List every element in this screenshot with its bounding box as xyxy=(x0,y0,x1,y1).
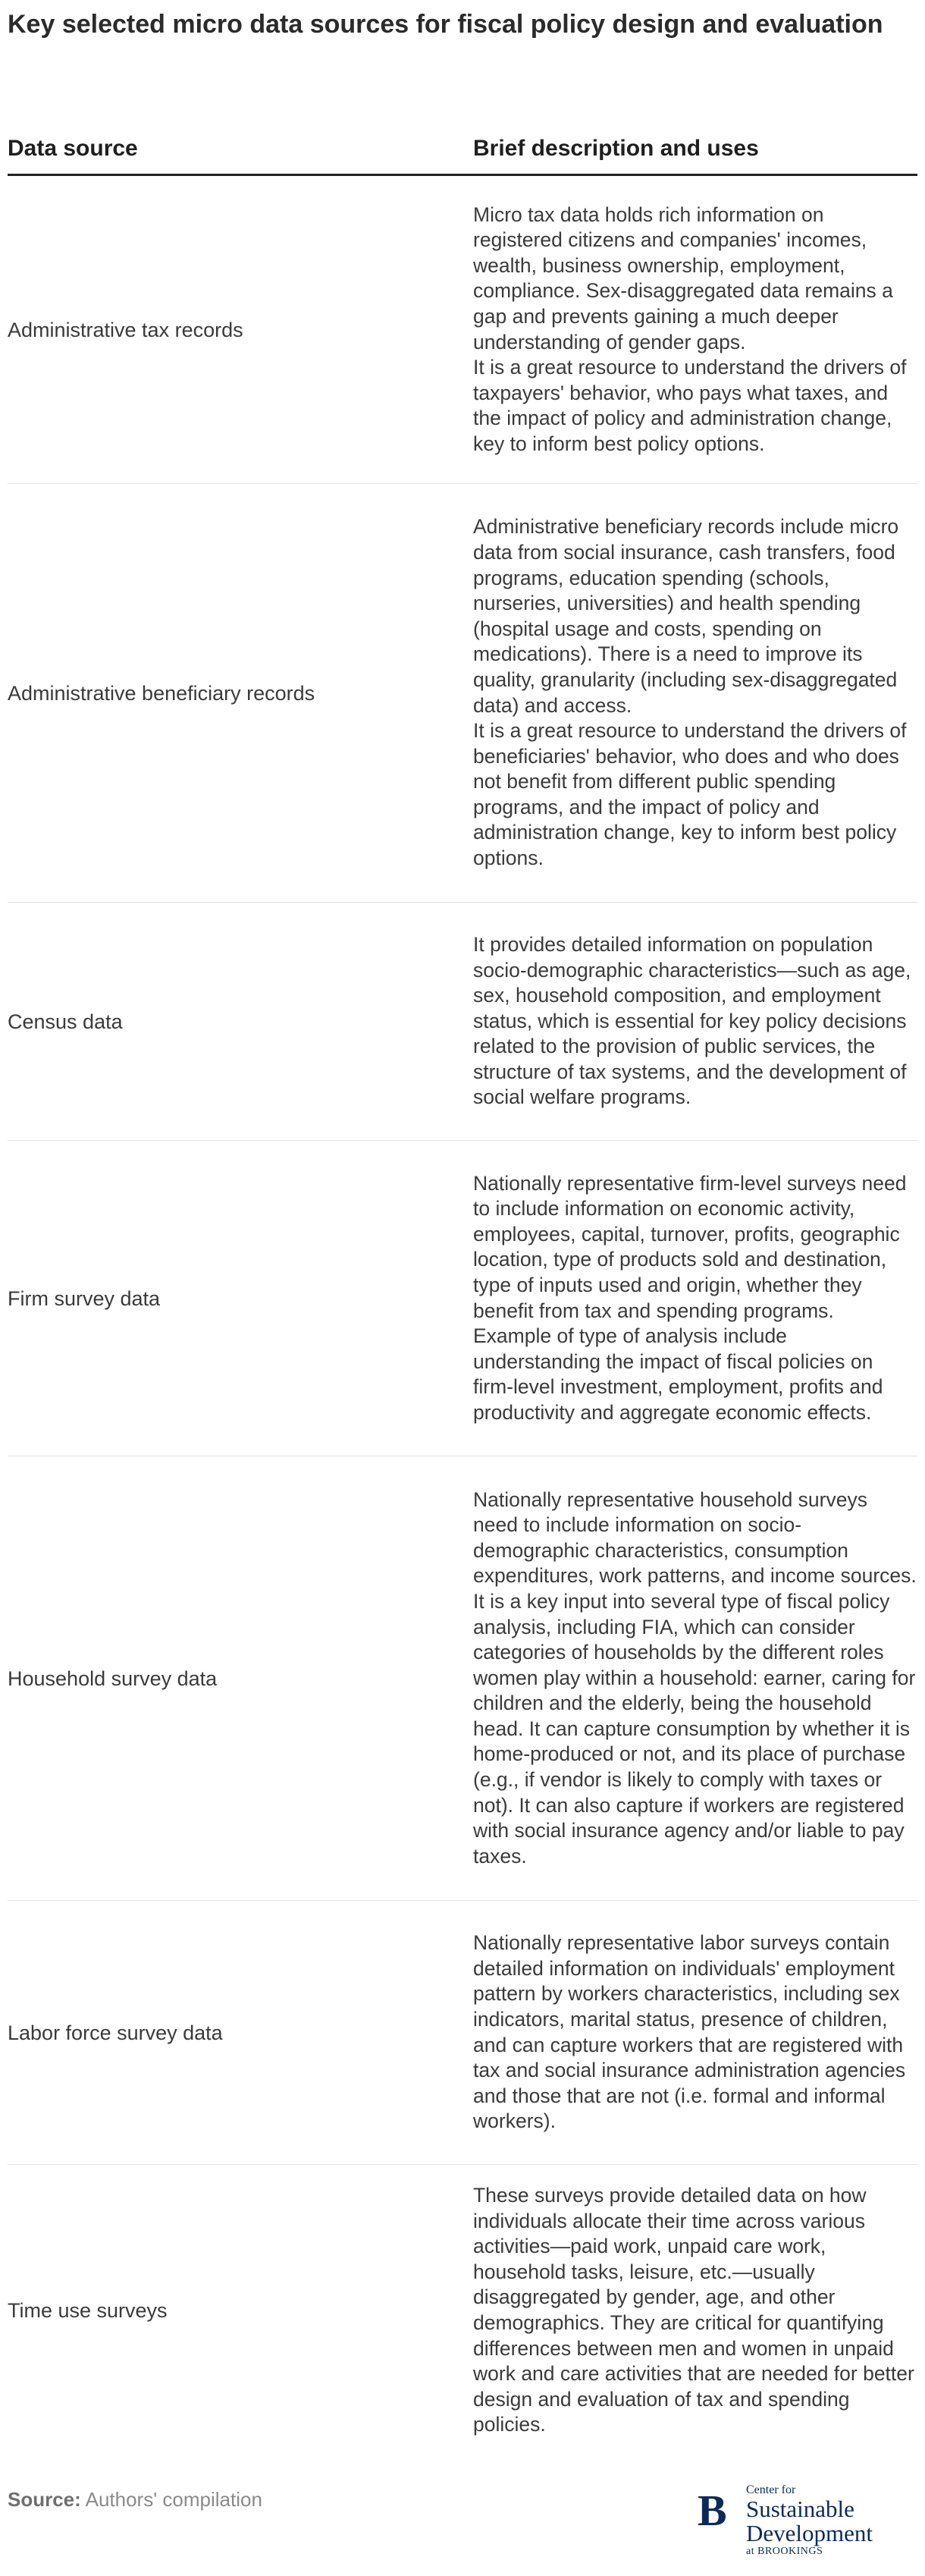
logo-text xyxy=(746,2483,873,2558)
row-source: Census data xyxy=(8,1010,123,1033)
table-row xyxy=(8,903,917,1141)
table-header xyxy=(8,130,917,176)
footer xyxy=(8,2465,917,2571)
row-source: Administrative beneficiary records xyxy=(8,681,315,705)
row-description xyxy=(473,1171,917,1426)
row-source: Labor force survey data xyxy=(8,2021,223,2044)
row-description xyxy=(473,1487,917,1870)
page-title: Key selected micro data sources for fiscal policy design and evaluation xyxy=(8,10,883,39)
description-paragraph: Administrative beneficiary records include micro data from social insurance, cash transfers, food programs, education spending (schools, nurseries, universities) and health spending (hospital usage and costs, spending on medications). There is a need to improve its quality, granularity (including sex-disaggregated data) and access. xyxy=(473,515,899,717)
header-description: Brief description and uses xyxy=(473,136,759,161)
page xyxy=(8,0,917,2576)
description-paragraph: It is a great resource to understand the drivers of beneficiaries' behavior, who does and who does not benefit from different public spending programs, and the impact of policy and administration change, key to inform best policy options. xyxy=(473,719,907,870)
logo-line-center-for: Center for xyxy=(746,2483,796,2496)
row-source: Household survey data xyxy=(8,1667,218,1690)
description-paragraph: Nationally representative firm-level surveys need to include information on economic activity, employees, capital, turnover, profits, geographic location, type of products sold and destination, type of inputs used and origin, whether they benefit from tax and spending programs. Example of type of analysis include understanding the impact of fiscal policies on firm-level investment, employment, profits and productivity and aggregate economic effects. xyxy=(473,1171,907,1424)
table-row xyxy=(8,2165,917,2456)
row-description xyxy=(473,203,917,457)
row-source: Firm survey data xyxy=(8,1286,161,1310)
logo-line-development: Development xyxy=(746,2520,873,2546)
description-paragraph: It provides detailed information on population socio-demographic characteristics—such as age, sex, household composition, and employment status, which is essential for key policy decisions related to the provision of public services, the structure of tax systems, and the development of social welfare programs. xyxy=(473,932,911,1109)
row-description xyxy=(473,2183,917,2438)
logo-mark: B xyxy=(698,2486,727,2535)
table-row xyxy=(8,1141,917,1456)
table-row xyxy=(8,1901,917,2165)
source-note xyxy=(8,2486,262,2512)
description-paragraph: Nationally representative household surveys need to include information on socio-demographic characteristics, consumption expenditures, work patterns, and income sources. It is a key input into several type of fiscal policy analysis, including FIA, which can consider categories of households by the different roles women play within a household: earner, caring for children and the elderly, being the household head. It can capture consumption by whether it is home-produced or not, and its place of purchase (e.g., if vendor is likely to comply with taxes or not). It can also capture if workers are registered with social insurance agency and/or liable to pay taxes. xyxy=(473,1487,917,1868)
row-source: Time use surveys xyxy=(8,2299,168,2322)
logo-line-sustainable: Sustainable xyxy=(746,2496,854,2522)
table-row xyxy=(8,1456,917,1901)
header-data-source: Data source xyxy=(8,136,138,161)
description-paragraph: Micro tax data holds rich information on registered citizens and companies' incomes, wealth, business ownership, employment, compliance. Sex-disaggregated data remains a gap and prevents gaining a much deeper understanding of gender gaps. xyxy=(473,203,893,353)
source-label: Source: xyxy=(8,2488,81,2511)
table-row xyxy=(8,176,917,484)
source-text: Authors' compilation xyxy=(85,2488,262,2511)
row-description xyxy=(473,932,917,1111)
table-body xyxy=(8,176,917,2456)
row-source: Administrative tax records xyxy=(8,318,243,341)
row-description xyxy=(473,514,917,871)
table-row xyxy=(8,484,917,903)
brookings-logo xyxy=(698,2482,917,2567)
logo-line-brookings: at BROOKINGS xyxy=(746,2546,823,2557)
row-description xyxy=(473,1930,917,2135)
description-paragraph: It is a great resource to understand the drivers of taxpayers' behavior, who pays what taxes, and the impact of policy and administration change, key to inform best policy options. xyxy=(473,356,907,455)
description-paragraph: Nationally representative labor surveys contain detailed information on individuals' employment pattern by workers characteristics, including sex indicators, marital status, presence of children, and can capture workers that are registered with tax and social insurance administration agencies and those that are not (i.e. formal and informal workers). xyxy=(473,1931,906,2133)
description-paragraph: These surveys provide detailed data on how individuals allocate their time across various activities—paid work, unpaid care work, household tasks, leisure, etc.—usually disaggregated by gender, age, and other demographics. They are critical for quantifying differences between men and women in unpaid work and care activities that are needed for better design and evaluation of tax and spending policies. xyxy=(473,2184,914,2436)
